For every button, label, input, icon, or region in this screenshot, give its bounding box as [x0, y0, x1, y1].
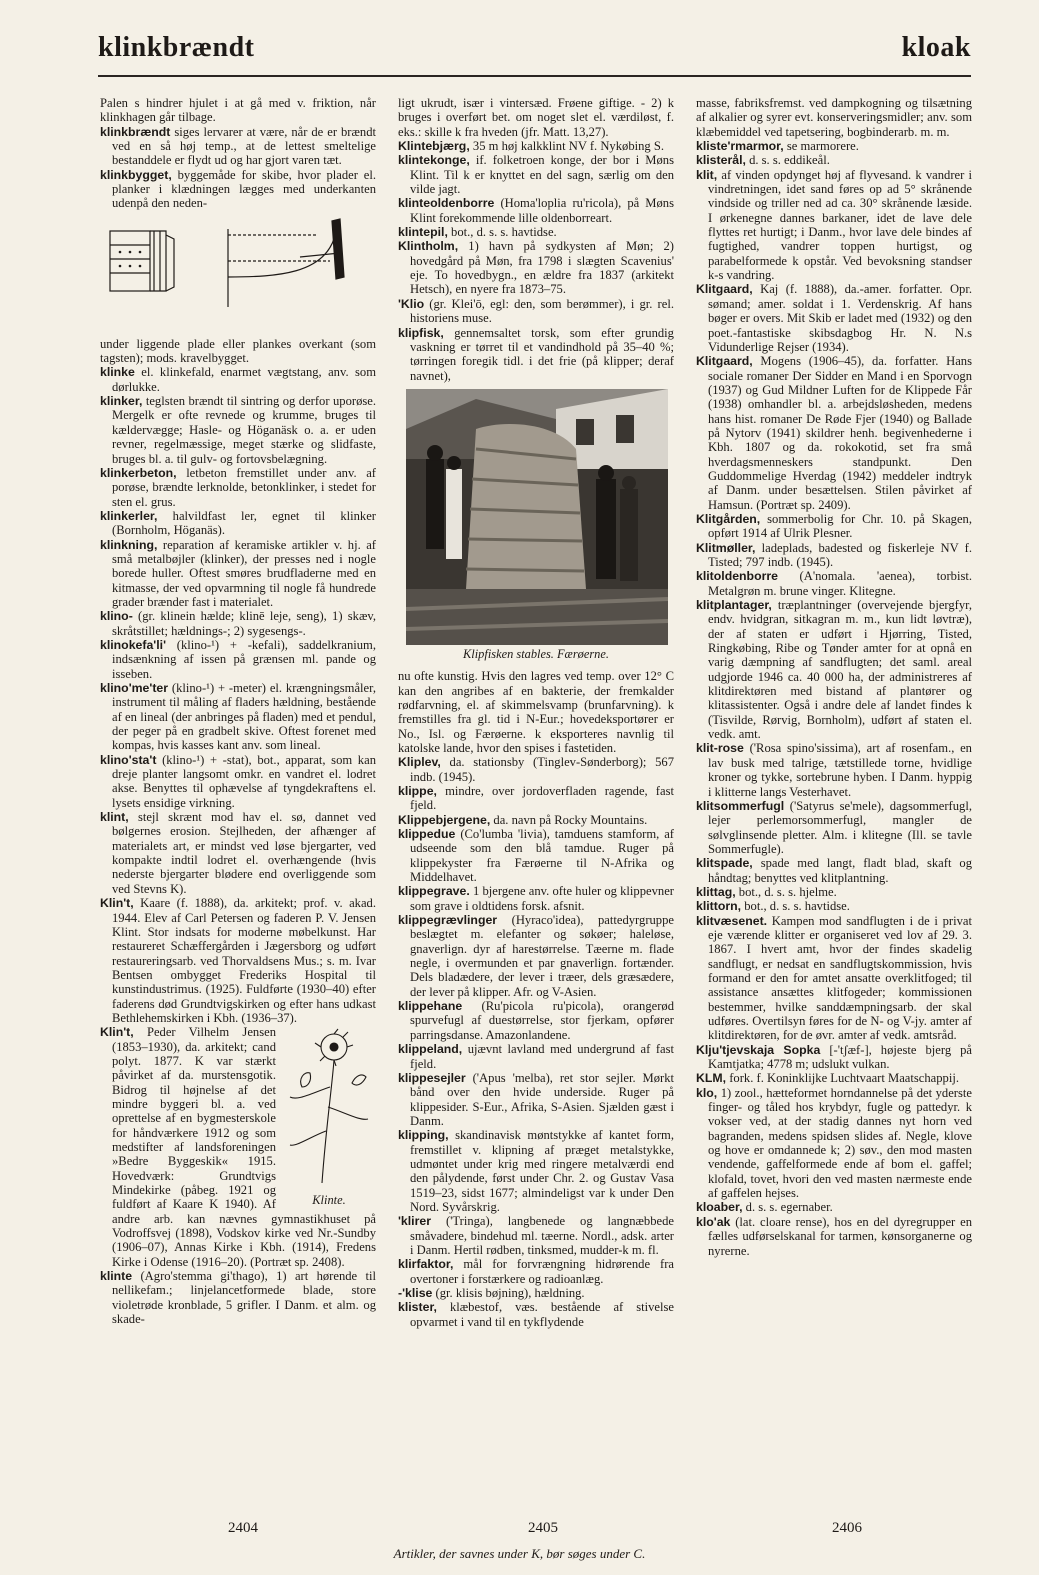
- footer-note: Artikler, der savnes under K, bør søges under C.: [393, 1546, 646, 1561]
- headword: klo,: [696, 1085, 718, 1100]
- entry: [696, 856, 972, 885]
- entry-text: teglsten brændt til sintring og derfor uporøse. Mergelk er ofte revnede og krumme, bruges til kældervægge; Hasle- og Höganäsk o. a. er uden revner, regelmæssige, meget stærke og slidfaste, bruges bl. a. til gulv- og fortovsbelægning.: [112, 394, 376, 466]
- header-rule: [98, 75, 971, 77]
- headword: klinkerbeton,: [100, 465, 177, 480]
- entry: [100, 538, 376, 610]
- headword: klippesejler: [398, 1070, 466, 1085]
- headword: klitoldenborre: [696, 569, 778, 584]
- entry-text: [-'tʃæf-], højeste bjerg på Kamtjatka; 4778 m; udslukt vulkan.: [708, 1042, 972, 1072]
- entry: [696, 1200, 972, 1214]
- entry-text: ('Satyrus se'mele), dagsommerfugl, lejer perlemorsommerfugl, mangler de sølvglinsende pletter. Alm. i klitegne (Ill. se tavle Sommerfugle).: [708, 798, 972, 856]
- entry-text: (klino-¹) + -meter) el. krængningsmåler, instrument til måling af fladers hældning, bestående af en lineal (der anbringes på fladen) med et pendul, der peger på en gradbelt skive. Oftest forenet med kompas, hvis kasses kant anv. som lineal.: [112, 681, 376, 753]
- headword: klitplantager,: [696, 598, 772, 613]
- entry: [100, 466, 376, 509]
- entry: [398, 196, 674, 225]
- entry-text: 1) zool., hætteformet horndannelse på det yderste finger- og tåled hos krybdyr, fugle og pattedyr. k vokser ved, at der stadig dannes nyt horn ved bagranden, medens spidsen slides af. Negle, klove og hove er omdannede k; 2) søv., den mod masten vendende, gaffelformede ende af bom el. gaffel; klofald, tovet, hvori den ved masten nærmeste ende af gaffelen hejses.: [708, 1085, 972, 1201]
- headword: Klitgaard,: [696, 282, 753, 297]
- headword: klinte: [100, 1269, 133, 1284]
- entry-text: (Ru'picola ru'picola), orangerød spurvefugl af duestørrelse, stor fjerkam, opfører parringsdanse. Amazonlandene.: [410, 999, 674, 1042]
- headword: -'klise: [398, 1286, 433, 1300]
- entry-text: byggemåde for skibe, hvor plader el. planker i klædningen lægges med underkanten udenpå den neden-: [112, 167, 376, 211]
- headword: klippedue: [398, 827, 456, 841]
- entry: [398, 139, 674, 153]
- entry-text: nu ofte kunstig. Hvis den lagres ved temp. over 12° C kan den angribes af en bakterie, der fremkalder rødfarvning, el. af skimmelsvamp (brunfarvning). k fremstilles fra gl. tid i N-Eur.; hovedeksportører er No., Isl. og Færøerne. k eksporteres navnlig til katolske lande, hvor den spises i fastetiden.: [398, 669, 674, 755]
- entry-text: siges lervarer at være, når de er brændt ved en så høj temp., at de lettest smeltelige bestanddele er flydt ud og har gjort varen tæt.: [112, 124, 376, 168]
- headword: 'klirer: [398, 1214, 432, 1229]
- entry-text: (gr. klinein hælde; klinē leje, seng), 1) skæv, skråtstillet; hældnings-; 2) sygesengs-.: [112, 609, 376, 638]
- headword: Klin't,: [100, 1025, 134, 1040]
- entry-text: Kampen mod sandflugten i de i privat eje værende klitter er organiseret ved lov af 29. 3. 1867. I hvert amt, hvor der findes skadelig sandflugt, er nedsat en sandflugtskommission, hvis formand er den for amtet ansatte overklitfoged; til assistance ansættes klitfogeder; kommissionen bestemmer, hvilke sanddæmpningsarb. der skal udføres. Overtilsyn føres for de N- og V-jy. amter af klitdirektøren, for de øvr. amter af vedk. amtsråd.: [708, 913, 972, 1043]
- entry-text: træplantninger (overvejende bjergfyr, endv. hvidgran, sitkagran m. m., kun lidt løvtræ), der af staten er udført i Hjørring, Tisted, Ringkøbing, Ribe og Tønder amter for at opnå en varig dæmpning af sandflugten; det saml. areal udgjorde 1946 ca. 40 000 ha, der administreres af klitdirektøren med bistand af plantører og klitassistenter. Også i andre dele af landet findes k (Tisvilde, Rørvig, Bornholm), udført af staten el. vedk. amt.: [708, 598, 972, 742]
- headword: klit,: [696, 167, 718, 182]
- entry-text: d. s. s. eddikeål.: [749, 153, 830, 168]
- entry: [398, 755, 674, 784]
- entry: [696, 282, 972, 354]
- entry-text: (gr. Klei'ō, egl: den, som berømmer), i gr. rel. historiens muse.: [410, 296, 674, 326]
- entry-text: mål for forvrængning hidrørende fra overtoner i forstærkere og radioanlæg.: [410, 1257, 674, 1286]
- entry-text: ligt ukrudt, især i vintersæd. Frøene giftige. - 2) k bruges i overført bet. om noget slet el. værdiløst, f. eks.: skille k fra hveden (jfr. Matt. 13,27).: [398, 96, 674, 139]
- entry-text: (Co'lumba 'livia), tamduens stamform, af udseende som den blå tamdue. Ruger på klippekyster fra Færøerne til N-Afrika og Middelhavet.: [410, 827, 674, 885]
- entry: [696, 741, 972, 798]
- entry-text: Kaare (f. 1888), da. arkitekt; prof. v. akad. 1944. Elev af Carl Petersen og faderen P. V. Jensen Klint. Stor indsats for moderne møbelkunst. Har restaureret Schæffergården i Jægersborg og udført restaureringsarb. ved Thorvaldsens Mus.; s. m. Ivar Bentsen ombygget Frederiks Hospital til kunstindustrimus. (1925). Fuldførte (1930–40) efter faderens død Grundtvigskirken og efter hans udkast Bethlehemskirken i Kbh. (1936–37).: [112, 896, 376, 1025]
- entry: [100, 168, 376, 211]
- entry: [398, 827, 674, 884]
- entry: [100, 1269, 376, 1326]
- entry-text: mindre, over jordoverfladen ragende, fast fjeld.: [410, 783, 674, 813]
- headword: klirfaktor,: [398, 1257, 454, 1272]
- entry: [398, 1128, 674, 1214]
- entry-text: spade med langt, fladt blad, skaft og håndtag; benyttes ved klitplantning.: [708, 856, 972, 885]
- entry: [696, 354, 972, 512]
- klinkbygget-illustration: [100, 217, 376, 329]
- entry-text: if. folketroen konge, der bor i Møns Klint. Til k er knyttet en del sagn, særlig om den vilde jagt.: [410, 153, 674, 197]
- page-number-middle: 2405: [528, 1520, 558, 1536]
- entry-text: ujævnt lavland med undergrund af fast fjeld.: [410, 1042, 674, 1071]
- entry-text: (Agro'stemma gi'thago), 1) art hørende til nellikefam.; linjelancetformede blade, store violetrøde kronblade, 5 grifler. I Danm. et alm. og skade-: [112, 1269, 376, 1327]
- entry: [398, 913, 674, 999]
- headword: klitvæsenet.: [696, 913, 768, 928]
- entry-text: 35 m høj kalkklint NV f. Nykøbing S.: [472, 139, 665, 154]
- entry-text: el. klinkefald, enarmet vægtstang, anv. som dørlukke.: [112, 365, 376, 394]
- entry-text: ('Tringa), langbenede og langnæbbede småvadere, bindehud ml. tæerne. Nordl., adsk. arter i Danm. Hertil rødben, tinksmed, mudder-k m. fl.: [410, 1214, 674, 1257]
- entry-text: se marmorere.: [786, 139, 859, 154]
- headword: Kliplev,: [398, 755, 441, 770]
- headword: klippe,: [398, 783, 437, 798]
- headword: Klju'tjevskaja Sopka: [696, 1042, 821, 1057]
- entry: [100, 681, 376, 753]
- headword: klisterål,: [696, 153, 746, 168]
- entry: [100, 638, 376, 681]
- entry-text: bot., d. s. s. hjelme.: [738, 884, 837, 899]
- headword: 'Klio: [398, 296, 425, 311]
- headword: Klitgaard,: [696, 354, 753, 369]
- figure-caption: Klipfisken stables. Færøerne.: [463, 646, 609, 661]
- entry-text: bot., d. s. s. havtidse.: [451, 225, 557, 240]
- headword: klittorn,: [696, 899, 742, 914]
- entry: [398, 239, 674, 296]
- headword: klintepil,: [398, 225, 448, 240]
- entry-text: da. stationsby (Tinglev-Sønderborg); 567 indb. (1945).: [410, 755, 674, 784]
- entry-text: Mogens (1906–45), da. forfatter. Hans sociale romaner Der Sidder en Mand i en Sporvogn (1937) og Gud Mildner Luften for de Klippede Får (1938) omhandler bl. a. arbejdsløsheden, medens hans hist. romaner De Røde Fjer (1940) og Ballade på Nytorv (1941) skildrer henh. begivenhederne i Kbh. 1807 og da. rokokotid, set fra små hverdagsmenneskers standpunkt. Den Guddommelige Hverdag (1942) meddeler indtryk af Danm. under besættelsen. Stilen påvirket af Hamsun. (Portræt sp. 2409).: [708, 354, 972, 512]
- running-head-right: kloak: [901, 32, 971, 63]
- entry-text: reparation af keramiske artikler v. hj. af små metalbøjler (klinker), der presses ned i nogle borede huller. Oftest smøres brudfladerne med en kitmasse, der ved opvarmning til nogle få hundrede grader brænder fast i materialet.: [112, 537, 376, 609]
- entry: [696, 168, 972, 283]
- entry: [398, 1257, 674, 1286]
- headword: klitsommerfugl: [696, 798, 785, 813]
- headword: klintekonge,: [398, 153, 470, 168]
- headword: klitspade,: [696, 856, 753, 871]
- headword: klint,: [100, 810, 129, 825]
- entry: [398, 153, 674, 196]
- entry: [696, 598, 972, 741]
- entry-text: gennemsaltet torsk, som efter grundig vaskning er tørret til et vandindhold på 35–40 %; tørringen foregik tidl. i det frie (på klipper; deraf navnet),: [410, 325, 674, 383]
- entry-text: 1 bjergene anv. ofte huler og klippevner som grave i oldtidens forsk. afsnit.: [410, 884, 674, 913]
- headword: klippegrævlinger: [398, 913, 498, 928]
- headword: Klitgården,: [696, 511, 761, 526]
- entry: [696, 914, 972, 1043]
- entry: [100, 896, 376, 1025]
- headword: klippeland,: [398, 1042, 463, 1057]
- headword: Klippebjergene,: [398, 812, 491, 827]
- headword: klo'ak: [696, 1214, 731, 1229]
- headword: klinkbrændt: [100, 124, 171, 139]
- entry-text: Palen s hindrer hjulet i at gå med v. friktion, når klinkhagen går tilbage.: [100, 96, 376, 125]
- entry: [100, 753, 376, 810]
- entry-text: d. s. s. egernaber.: [745, 1200, 833, 1215]
- entry: [398, 1300, 674, 1329]
- column-3: [696, 96, 972, 1514]
- entry-text: (klino-¹) + -stat), bot., apparat, som kan dreje planter langsomt omkr. en vandret el. lodret akse. Benyttes til ophævelse af tyngdekraftens el. lysets ensidige virkning.: [112, 752, 376, 810]
- entry: [100, 509, 376, 538]
- entry: [398, 999, 674, 1042]
- entry-text: (A'nomala. 'aenea), torbist. Metalgrøn m. brune vinger. Klitegne.: [708, 569, 972, 598]
- headword: klipfisk,: [398, 325, 444, 340]
- entry: [696, 512, 972, 541]
- headword: KLM,: [696, 1071, 727, 1086]
- entry-text: da. navn på Rocky Mountains.: [493, 812, 648, 827]
- entry-text: (klino-¹) + -kefali), saddelkranium, indsænkning af issen på grænsen ml. pande og isseben.: [112, 637, 376, 681]
- entry: [696, 885, 972, 899]
- entry-text: skandinavisk møntstykke af kantet form, fremstillet v. klipning af præget metalstykke, udmøntet under krig med ringere metalværdi end den pålydende, først under Chr. 2. og Gustav Vasa 1519–23, sidst 1677; almindeligst var k under Den Nord. Syvårskrig.: [410, 1128, 674, 1214]
- column-1: [100, 96, 376, 1514]
- headword: Klin't,: [100, 896, 134, 911]
- entry: [696, 899, 972, 913]
- column-2: [398, 96, 674, 1514]
- headword: klinkerler,: [100, 508, 158, 523]
- entry: [100, 394, 376, 466]
- entry: [398, 813, 674, 827]
- entry: [398, 884, 674, 913]
- entry-text: ('Apus 'melba), ret stor sejler. Mørkt bånd over den hvide underside. Ruger på klippesider. S-Eur., Afrika, S-Asien. Sjælden gæst i Danm.: [410, 1070, 674, 1128]
- entry: [696, 1086, 972, 1201]
- headword: klino'sta't: [100, 752, 157, 767]
- headword: klinteoldenborre: [398, 196, 495, 211]
- entry: [696, 1071, 972, 1085]
- entry: [696, 569, 972, 598]
- headword: klinokefa'li': [100, 637, 166, 652]
- entry: [696, 153, 972, 167]
- entry-text: halvildfast ler, egnet til klinker (Bornholm, Höganäs).: [112, 508, 376, 538]
- entry-text: ladeplads, badested og fiskerleje NV f. Tisted; 797 indb. (1945).: [708, 540, 972, 569]
- entry-text: (gr. klisis bøjning), hældning.: [435, 1286, 585, 1300]
- entry: [398, 1042, 674, 1071]
- entry-text: 1) havn på sydkysten af Møn; 2) hovedgård på Møn, fra 1798 i slægten Scavenius' eje. To hovedbygn., en ældre fra 1837 (arkitekt Hetsch), en nyere fra 1873–75.: [410, 239, 674, 297]
- headword: klippegrave.: [398, 884, 470, 899]
- headword: klinke: [100, 365, 135, 380]
- headword: Klintholm,: [398, 239, 459, 254]
- headword: klipping,: [398, 1128, 449, 1143]
- headword: kloaber,: [696, 1200, 743, 1215]
- entry-text: stejl skrænt mod hav el. sø, dannet ved bølgernes erosion. Stejlheden, der afhænger af materialets art, er mindst ved løse bjergarter, ved kompakte indtil lodret el. overhængende (hvis nederste bjergarter blødere end overliggende som ved Stevns K).: [112, 810, 376, 896]
- entry: [398, 1286, 674, 1300]
- entry: [696, 1043, 972, 1072]
- page-number-left: 2404: [228, 1520, 258, 1536]
- page-number-right: 2406: [832, 1520, 862, 1536]
- klipfisk-photo: [398, 389, 674, 661]
- entry-text: (lat. cloare rense), hos en del dyregrupper en fælles udførselskanal for tarmen, kønsorganerne og nyrerne.: [708, 1214, 972, 1258]
- headword: klinkning,: [100, 537, 158, 552]
- headword: klino'me'ter: [100, 681, 169, 695]
- running-head-left: klinkbrændt: [98, 32, 255, 63]
- entry: [696, 1215, 972, 1258]
- klinte-illustration: [282, 1027, 376, 1207]
- entry: [100, 609, 376, 638]
- entry: [398, 326, 674, 383]
- entry-text: Peder Vilhelm Jensen (1853–1930), da. arkitekt; cand polyt. 1877. K var stærkt påvirket af da. murstensgotik. Bidrog til højnelse af det mindre byggeri bl. a. ved oprettelse af en bygmesterskole for håndværkere 1912 og som medstifter af landsforeningen »Bedre Byggeskik« 1915. Hovedværk: Grundtvigs Mindekirke (påbeg. 1921 og fuldført af Kaare K 1940). Af andre arb. kan nævnes gymnastikhuset på Vodroffsvej (1898), Vodskov kirke ved Nr.-Sundby (1906–07), Annas Kirke i Kbh. (1914), Fredens Kirke i Odense (1916–20). (Portræt sp. 2408).: [112, 1025, 376, 1269]
- figure-caption: Klinte.: [312, 1192, 346, 1207]
- headword: klister,: [398, 1300, 437, 1315]
- entry-text: letbeton fremstillet under anv. af porøse, brændte lerknolde, betonklinker, i stedet for sten el. grus.: [112, 465, 376, 509]
- entry-text: sommerbolig for Chr. 10. på Skagen, opført 1914 af Ulrik Plesner.: [708, 511, 972, 541]
- headword: klippehane: [398, 999, 463, 1014]
- entry-text: klæbestof, væs. bestående af stivelse opvarmet i vand til en tykflydende: [410, 1300, 674, 1329]
- entry: [100, 125, 376, 168]
- entry-text: fork. f. Koninklijke Luchtvaart Maatschappij.: [729, 1071, 959, 1086]
- headword: klit-rose: [696, 741, 744, 756]
- headword: klinker,: [100, 394, 143, 409]
- entry-text: af vinden opdynget høj af flyvesand. k vandrer i vindretningen, idet sand føres op ad 5° skrånende vindside og triller ned ad ca. 30° skrånende læside. I ørkenegne dannes barkaner, idet de lave dele flyttes ret hurtigt; i Danm., hvor lave dele bindes af fugtighed, vandrer toppen hurtigst, og parabelformede k opstår. Ved bevoksning standser k-s vandring.: [708, 167, 972, 283]
- entry-text: (Hyraco'idea), pattedyrgruppe beslægtet m. elefanter og søkøer; haleløse, gnaverlign. dyr af harestørrelse. Tæerne m. flade negle, i overmunden et par gnaverlign. fortænder. Dels bladædere, der lever i træer, dels græsædere, der lever på klipper. Afr. og V-Asien.: [410, 913, 674, 999]
- entry: [398, 1214, 674, 1257]
- headword: klino-: [100, 609, 133, 624]
- entry: [696, 799, 972, 856]
- entry-text: masse, fabriksfremst. ved dampkogning og tilsætning af alkalier og syrer evt. konserveringsmidler; anv. som klæbemiddel ved tapetsering, bogbinderarb. m. m.: [696, 96, 972, 139]
- entry: [696, 541, 972, 570]
- entry-text: (Homa'loplia ru'ricola), på Møns Klint forekommende lille oldenborreart.: [410, 196, 674, 225]
- entry-text: Kaj (f. 1888), da.-amer. forfatter. Opr. sømand; amer. soldat i 1. Verdenskrig. Af hans bøger er overs. Mit Skib er ladet med (1932) og den poet.-fantastiske skibsdagbog Hr. N. N.s Vidunderlige Rejser (1934).: [708, 282, 972, 354]
- entry: [696, 139, 972, 153]
- headword: klittag,: [696, 884, 736, 899]
- entry: [100, 810, 376, 896]
- headword: kliste'rmarmor,: [696, 139, 784, 154]
- entry: [398, 784, 674, 813]
- entry: [398, 1071, 674, 1128]
- entry-text: bot., d. s. s. havtidse.: [744, 899, 850, 914]
- entry-text: ('Rosa spino'sissima), art af rosenfam., en lav busk med talrige, tætstillede torne, hvidlige kroner og tykke, sortebrune hyben. I Danm. hyppig i klitterne langs Vesterhavet.: [708, 741, 972, 799]
- headword: Klintebjærg,: [398, 139, 470, 154]
- entry: [100, 365, 376, 394]
- entry: [398, 225, 674, 239]
- entry-text: under liggende plade eller plankes overkant (som tagsten); mods. kravelbygget.: [100, 336, 376, 366]
- entry: [398, 297, 674, 326]
- headword: klinkbygget,: [100, 167, 172, 182]
- headword: Klitmøller,: [696, 540, 756, 555]
